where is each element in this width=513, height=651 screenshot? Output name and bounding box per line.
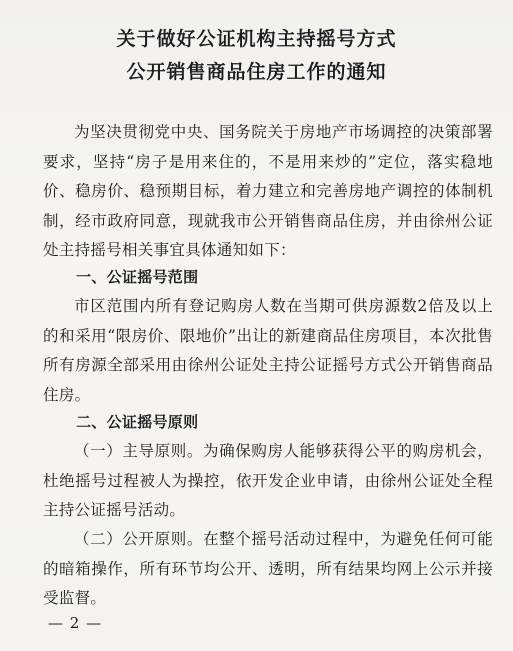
document-title-line1: 关于做好公证机构主持摇号方式 <box>116 28 397 50</box>
document-title-line2: 公开销售商品住房工作的通知 <box>126 61 387 83</box>
section2-heading: 二、公证摇号原则 <box>76 413 199 431</box>
section1-body: 市区范围内所有登记购房人数在当期可供房源数2倍及以上的和采用“限房价、限地价”出让的新建商品住房项目，本次批售所有房源全部采用由徐州公证处主持公证摇号方式公开销售商品住房。 <box>43 297 493 404</box>
section2-item2: （二）公开原则。在整个摇号活动过程中，为避免任何可能的暗箱操作，所有环节均公开、透明，所有结果均网上公示并接受监督。 <box>43 530 493 607</box>
intro-paragraph: 为坚决贯彻党中央、国务院关于房地产市场调控的决策部署要求，坚持“房子是用来住的，不是用来炒的”定位，落实稳地价、稳房价、稳预期目标，着力建立和完善房地产调控的体制机制，经市政府同意，现就我市公开销售商品住房，并由徐州公证处主持摇号相关事宜具体通知如下： <box>43 123 493 259</box>
section2-item1: （一）主导原则。为确保购房人能够获得公平的购房机会，杜绝摇号过程被人为操控，依开发企业申请，由徐州公证处全程主持公证摇号活动。 <box>43 442 493 519</box>
page-number: — 2 — <box>48 614 103 632</box>
section1-heading: 一、公证摇号范围 <box>76 268 199 286</box>
